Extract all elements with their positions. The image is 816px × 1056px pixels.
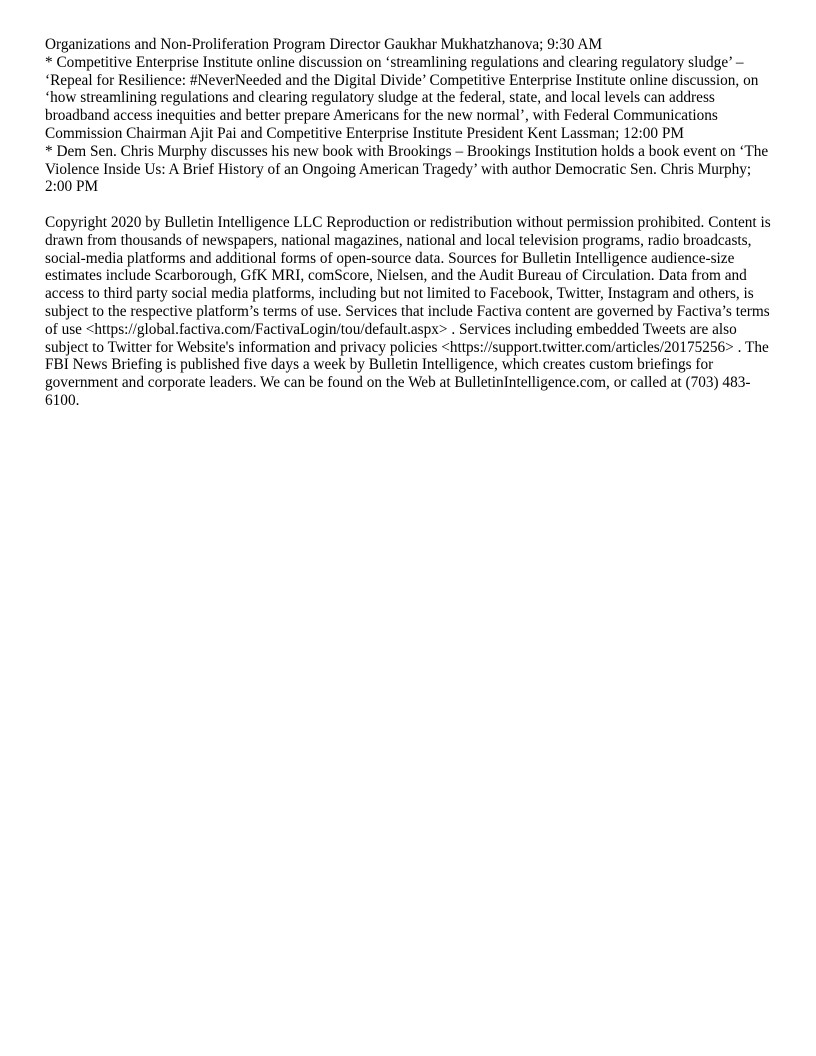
copyright-notice: Copyright 2020 by Bulletin Intelligence LLC Reproduction or redistribution without permission prohibited. Content is drawn from thousands of newspapers, national magazines, national and local television programs, radio broadcasts, social-media platforms and additional forms of open-source data. Sources for Bulletin Intelligence audience-size estimates include Scarborough, GfK MRI, comScore, Nielsen, and the Audit Bureau of Circulation. Data from and access to third party social media platforms, including but not limited to Facebook, Twitter, Instagram and others, is subject to the respective platform’s terms of use. Services that include Factiva content are governed by Factiva’s terms of use <https://global.factiva.com/FactivaLogin/tou/default.aspx> . Services including embedded Tweets are also subject to Twitter for Website's information and privacy policies <https://support.twitter.com/articles/20175256> . The FBI News Briefing is published five days a week by Bulletin Intelligence, which creates custom briefings for government and corporate leaders. We can be found on the Web at BulletinIntelligence.com, or called at (703) 483-6100. [45, 213, 771, 409]
event-continued-line: Organizations and Non-Proliferation Program Director Gaukhar Mukhatzhanova; 9:30 AM [45, 36, 603, 53]
event-list [45, 36, 775, 196]
event-item-cei: * Competitive Enterprise Institute online discussion on ‘streamlining regulations and clearing regulatory sludge’ – ‘Repeal for Resilience: #NeverNeeded and the Digital Divide’ Competitive Enterprise Institute online discussion, on ‘how streamlining regulations and clearing regulatory sludge at the federal, state, and local levels can address broadband access inequities and better prepare Americans for the new normal’, with Federal Communications Commission Chairman Ajit Pai and Competitive Enterprise Institute President Kent Lassman; 12:00 PM [45, 53, 759, 142]
document-page [45, 36, 775, 410]
paragraph-gap [45, 196, 775, 214]
event-item-brookings: * Dem Sen. Chris Murphy discusses his new book with Brookings – Brookings Institution holds a book event on ‘The Violence Inside Us: A Brief History of an Ongoing American Tragedy’ with author Democratic Sen. Chris Murphy; 2:00 PM [45, 142, 769, 196]
